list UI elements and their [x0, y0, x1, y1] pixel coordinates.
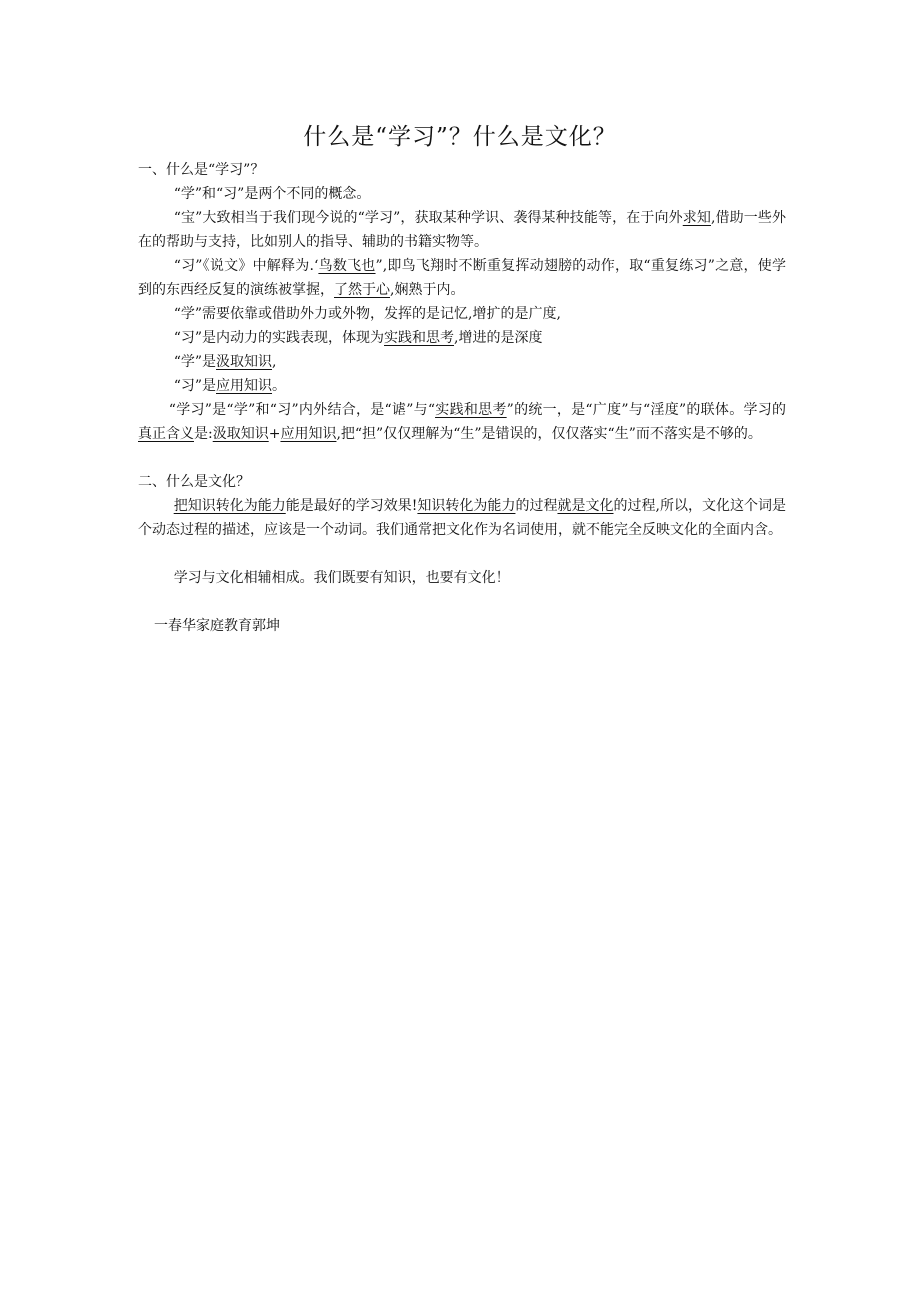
text-run: “习”是	[173, 378, 217, 394]
text-run: 是:	[194, 426, 213, 442]
text-run: 能是最好的学习效果!	[285, 498, 418, 514]
text-run: “习”是内动力的实践表现，体现为	[173, 330, 385, 346]
text-run: +	[268, 426, 281, 442]
text-run: “学”是	[173, 354, 217, 370]
underlined-term: 应用知识	[216, 378, 273, 394]
section-1-paragraph-5	[138, 326, 786, 350]
text-run: “学习”是“学”和“习”内外结合，是“谑”与“	[168, 402, 436, 418]
spacer	[138, 542, 786, 566]
text-run: “宝”大致相当于我们现今说的“学习”，获取某种学识、袭得某种技能等，在于向外	[173, 210, 683, 226]
section-1-paragraph-8	[138, 398, 786, 446]
underlined-term: 就是文化	[557, 498, 614, 514]
text-run: ,借助一些外在的帮助与支持，比如别人的指导、辅助的书籍实物等。	[138, 210, 786, 250]
underlined-term: 知识转化为能力	[417, 498, 516, 514]
section-2-heading: 二、什么是文化？	[138, 474, 250, 490]
underlined-term: 把知识转化为能力	[173, 498, 286, 514]
underlined-term: 真正含义	[138, 426, 194, 442]
text-run: 的过程	[515, 498, 558, 514]
spacer	[138, 446, 786, 470]
underlined-term: 应用知识	[280, 426, 337, 442]
section-2-paragraph-1	[138, 494, 786, 542]
section-1-paragraph-4: “学”需要依靠或借助外力或外物，发挥的是记忆,增扩的是广度,	[173, 306, 561, 322]
section-1-paragraph-3	[138, 254, 786, 302]
text-run: ,把“担”仅仅理解为“生”是错误的，仅仅落实“生”而不落实是不够的。	[336, 426, 762, 442]
section-1-paragraph-6	[138, 350, 786, 374]
text-run: ”,即鸟飞翔时不断重复挥动翅膀的动作，取“重复练习”之意，使学到的东西经反复的演练被掌握，	[138, 258, 787, 298]
underlined-term: 鸟数飞也	[318, 258, 376, 274]
text-run: ,娴熟于内。	[390, 282, 465, 298]
page-title: 什么是“学习”？什么是文化？	[303, 124, 617, 150]
underlined-term: 实践和思考	[384, 330, 455, 346]
underlined-term: 求知	[682, 210, 711, 226]
text-run: ,增进的是深度	[454, 330, 543, 346]
text-run: 。	[272, 378, 287, 394]
underlined-term: 汲取知识	[216, 354, 273, 370]
document-body	[138, 158, 786, 638]
text-run: “习”《说文》中解释为.‘	[173, 258, 319, 274]
underlined-term: 实践和思考	[435, 402, 507, 418]
section-1-paragraph-2	[138, 206, 786, 254]
closing-paragraph: 学习与文化相辅相成。我们既要有知识，也要有文化！	[173, 570, 510, 586]
section-1-paragraph-1: “学”和“习”是两个不同的概念。	[173, 186, 371, 202]
section-1-paragraph-7	[138, 374, 786, 398]
text-run: ”的统一，是“广度”与“淫度”的联体。学习的	[506, 402, 786, 418]
text-run: 的过程,所以，文化这个词是个动态过程的描述，应该是一个动词。我们通常把文化作为名词使用，就不能完全反映文化的全面内含。	[138, 498, 787, 538]
spacer	[138, 590, 786, 614]
underlined-term: 了然于心	[334, 282, 390, 298]
section-1-heading: 一、什么是“学习”？	[138, 162, 265, 178]
text-run: ,	[272, 354, 277, 370]
signature: 一春华家庭教育郭坤	[154, 618, 280, 634]
underlined-term: 汲取知识	[212, 426, 269, 442]
